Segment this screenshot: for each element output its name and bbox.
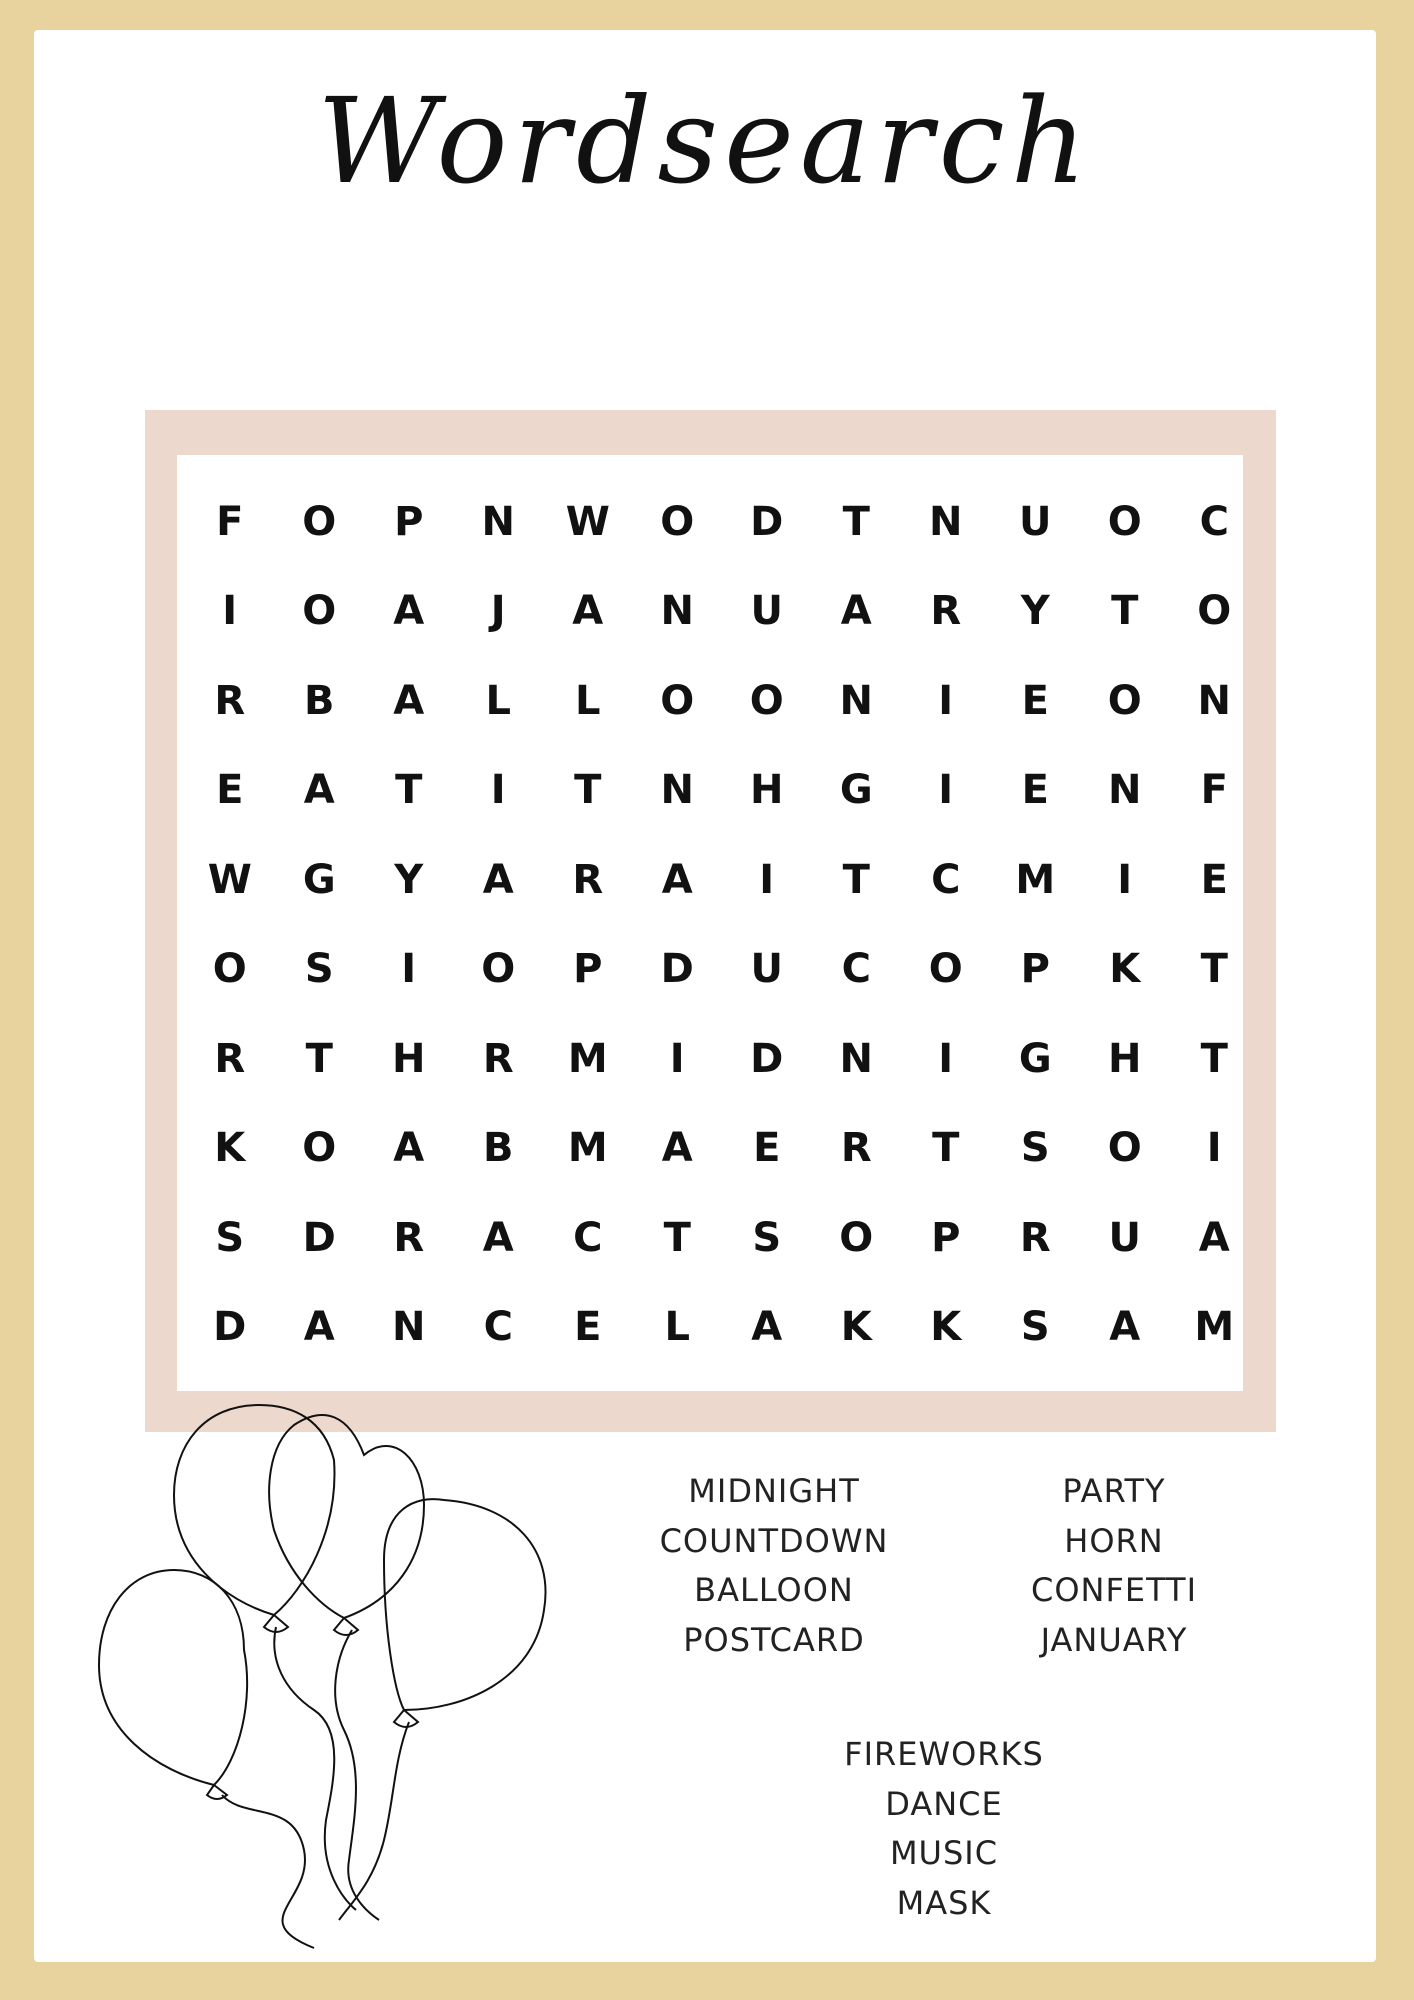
grid-cell: P xyxy=(931,1214,961,1261)
word-list-item: HORN xyxy=(1064,1521,1164,1560)
grid-cell: E xyxy=(753,1125,781,1172)
word-list-item: POSTCARD xyxy=(683,1620,865,1659)
grid-cell: N xyxy=(392,1304,426,1351)
grid-cell: S xyxy=(1020,1304,1050,1351)
grid-cell: A xyxy=(572,588,604,635)
grid-cell: A xyxy=(661,1125,693,1172)
grid-cell: D xyxy=(750,498,784,545)
word-list-item: BALLOON xyxy=(694,1571,854,1609)
grid-cell: S xyxy=(752,1214,782,1261)
grid-cell: A xyxy=(482,1214,514,1261)
grid-cell: C xyxy=(483,1304,513,1351)
grid-cell: T xyxy=(842,856,870,903)
word-list-2 xyxy=(994,1467,1234,1665)
grid-cell: T xyxy=(663,1214,691,1261)
grid-cell: O xyxy=(302,588,337,635)
grid-cell: N xyxy=(1108,767,1142,814)
page-title: Wordsearch xyxy=(317,72,1093,210)
grid-cell: M xyxy=(567,1035,608,1082)
word-list-item: COUNTDOWN xyxy=(659,1521,889,1560)
grid-cell: S xyxy=(1020,1125,1050,1172)
grid-cell: I xyxy=(401,946,417,993)
grid-cell: T xyxy=(574,767,602,814)
grid-cell: A xyxy=(1109,1304,1141,1351)
grid-cell: O xyxy=(1107,1125,1142,1172)
word-list-item: PARTY xyxy=(1062,1472,1166,1510)
grid-cell: E xyxy=(216,767,244,814)
grid-cell: O xyxy=(1197,588,1232,635)
balloons-illustration xyxy=(94,1400,694,1960)
grid-cell: E xyxy=(574,1304,602,1351)
grid-cell: H xyxy=(1108,1035,1142,1082)
wordsearch-board xyxy=(177,455,1243,1391)
grid-cell: T xyxy=(1200,1035,1228,1082)
grid-cell: C xyxy=(1199,498,1229,545)
grid-cell: W xyxy=(565,498,610,545)
grid-cell: W xyxy=(207,856,252,903)
word-list-3 xyxy=(814,1730,1074,1928)
grid-cell: T xyxy=(395,767,423,814)
grid-cell: T xyxy=(1200,946,1228,993)
grid-cell: O xyxy=(660,677,695,724)
grid-cell: L xyxy=(664,1304,690,1351)
grid-cell: K xyxy=(1109,946,1141,993)
grid-cell: G xyxy=(839,767,873,814)
grid-cell: P xyxy=(1020,946,1050,993)
grid-cell: M xyxy=(1194,1304,1235,1351)
grid-cell: I xyxy=(938,767,954,814)
grid-cell: R xyxy=(482,1035,514,1082)
grid-cell: A xyxy=(393,1125,425,1172)
grid-cell: H xyxy=(750,767,784,814)
grid-cell: C xyxy=(931,856,961,903)
grid-cell: N xyxy=(660,767,694,814)
grid-cell: O xyxy=(481,946,516,993)
grid-cell: F xyxy=(216,498,244,545)
grid-cell: Y xyxy=(1020,588,1050,635)
balloon-top-right xyxy=(269,1415,424,1618)
grid-cell: R xyxy=(214,1035,246,1082)
grid-cell: A xyxy=(393,677,425,724)
grid-cell: D xyxy=(750,1035,784,1082)
word-list-item: JANUARY xyxy=(1040,1620,1188,1659)
grid-cell: D xyxy=(213,1304,247,1351)
grid-cell: O xyxy=(839,1214,874,1261)
grid-cell: O xyxy=(302,1125,337,1172)
grid-cell: A xyxy=(482,856,514,903)
grid-cell: R xyxy=(393,1214,425,1261)
grid-cell: K xyxy=(930,1304,962,1351)
grid-cell: T xyxy=(842,498,870,545)
grid-cell: D xyxy=(302,1214,336,1261)
grid-cell: J xyxy=(490,588,506,635)
balloon-top-left xyxy=(174,1405,334,1615)
grid-cell: I xyxy=(938,677,954,724)
grid-cell: I xyxy=(1206,1125,1222,1172)
grid-cell: O xyxy=(928,946,963,993)
grid-cell: N xyxy=(660,588,694,635)
grid-cell: E xyxy=(1021,677,1049,724)
grid-cell: R xyxy=(572,856,604,903)
letter-grid xyxy=(177,477,1251,1372)
grid-cell: A xyxy=(1198,1214,1230,1261)
grid-cell: O xyxy=(212,946,247,993)
wordsearch-frame xyxy=(145,410,1276,1432)
grid-cell: R xyxy=(930,588,962,635)
word-list-item: MASK xyxy=(896,1883,992,1922)
grid-cell: D xyxy=(660,946,694,993)
balloon-right xyxy=(384,1499,546,1710)
grid-cell: A xyxy=(303,1304,335,1351)
grid-cell: A xyxy=(393,588,425,635)
grid-cell: U xyxy=(750,588,783,635)
grid-cell: U xyxy=(1019,498,1052,545)
grid-cell: S xyxy=(215,1214,245,1261)
grid-cell: I xyxy=(759,856,775,903)
word-list-item: DANCE xyxy=(885,1784,1003,1823)
grid-cell: I xyxy=(938,1035,954,1082)
grid-cell: N xyxy=(929,498,963,545)
grid-cell: B xyxy=(483,1125,514,1172)
grid-cell: A xyxy=(840,588,872,635)
grid-cell: O xyxy=(302,498,337,545)
grid-cell: K xyxy=(214,1125,246,1172)
grid-cell: N xyxy=(481,498,515,545)
grid-cell: A xyxy=(661,856,693,903)
grid-cell: T xyxy=(305,1035,333,1082)
grid-cell: K xyxy=(840,1304,872,1351)
grid-cell: M xyxy=(567,1125,608,1172)
grid-cell: N xyxy=(839,677,873,724)
word-list-item: MUSIC xyxy=(889,1834,999,1872)
grid-cell: I xyxy=(1117,856,1133,903)
grid-cell: A xyxy=(751,1304,783,1351)
word-list-item: MIDNIGHT xyxy=(688,1472,860,1510)
grid-cell: R xyxy=(840,1125,872,1172)
grid-cell: I xyxy=(669,1035,685,1082)
grid-cell: O xyxy=(660,498,695,545)
grid-cell: G xyxy=(1018,1035,1052,1082)
grid-cell: P xyxy=(394,498,424,545)
grid-cell: L xyxy=(485,677,511,724)
grid-cell: C xyxy=(573,1214,603,1261)
grid-cell: E xyxy=(1200,856,1228,903)
grid-cell: T xyxy=(932,1125,960,1172)
grid-cell: B xyxy=(304,677,335,724)
grid-cell: H xyxy=(392,1035,426,1082)
grid-cell: E xyxy=(1021,767,1049,814)
grid-cell: U xyxy=(1108,1214,1141,1261)
grid-cell: S xyxy=(304,946,334,993)
grid-cell: O xyxy=(1107,498,1142,545)
grid-cell: I xyxy=(490,767,506,814)
grid-cell: U xyxy=(750,946,783,993)
grid-cell: I xyxy=(222,588,238,635)
grid-cell: O xyxy=(749,677,784,724)
grid-cell: R xyxy=(214,677,246,724)
grid-cell: M xyxy=(1015,856,1056,903)
grid-cell: N xyxy=(1197,677,1231,724)
grid-cell: L xyxy=(575,677,601,724)
grid-cell: A xyxy=(303,767,335,814)
balloon-left xyxy=(99,1570,247,1785)
grid-cell: R xyxy=(1019,1214,1051,1261)
word-list-item: FIREWORKS xyxy=(844,1735,1044,1773)
grid-cell: C xyxy=(841,946,871,993)
grid-cell: P xyxy=(573,946,603,993)
word-list-item: CONFETTI xyxy=(1030,1571,1198,1609)
grid-cell: O xyxy=(1107,677,1142,724)
grid-cell: G xyxy=(302,856,336,903)
grid-cell: Y xyxy=(394,856,424,903)
grid-cell: T xyxy=(1111,588,1139,635)
grid-cell: F xyxy=(1200,767,1228,814)
worksheet-page xyxy=(34,30,1376,1962)
grid-cell: N xyxy=(839,1035,873,1082)
